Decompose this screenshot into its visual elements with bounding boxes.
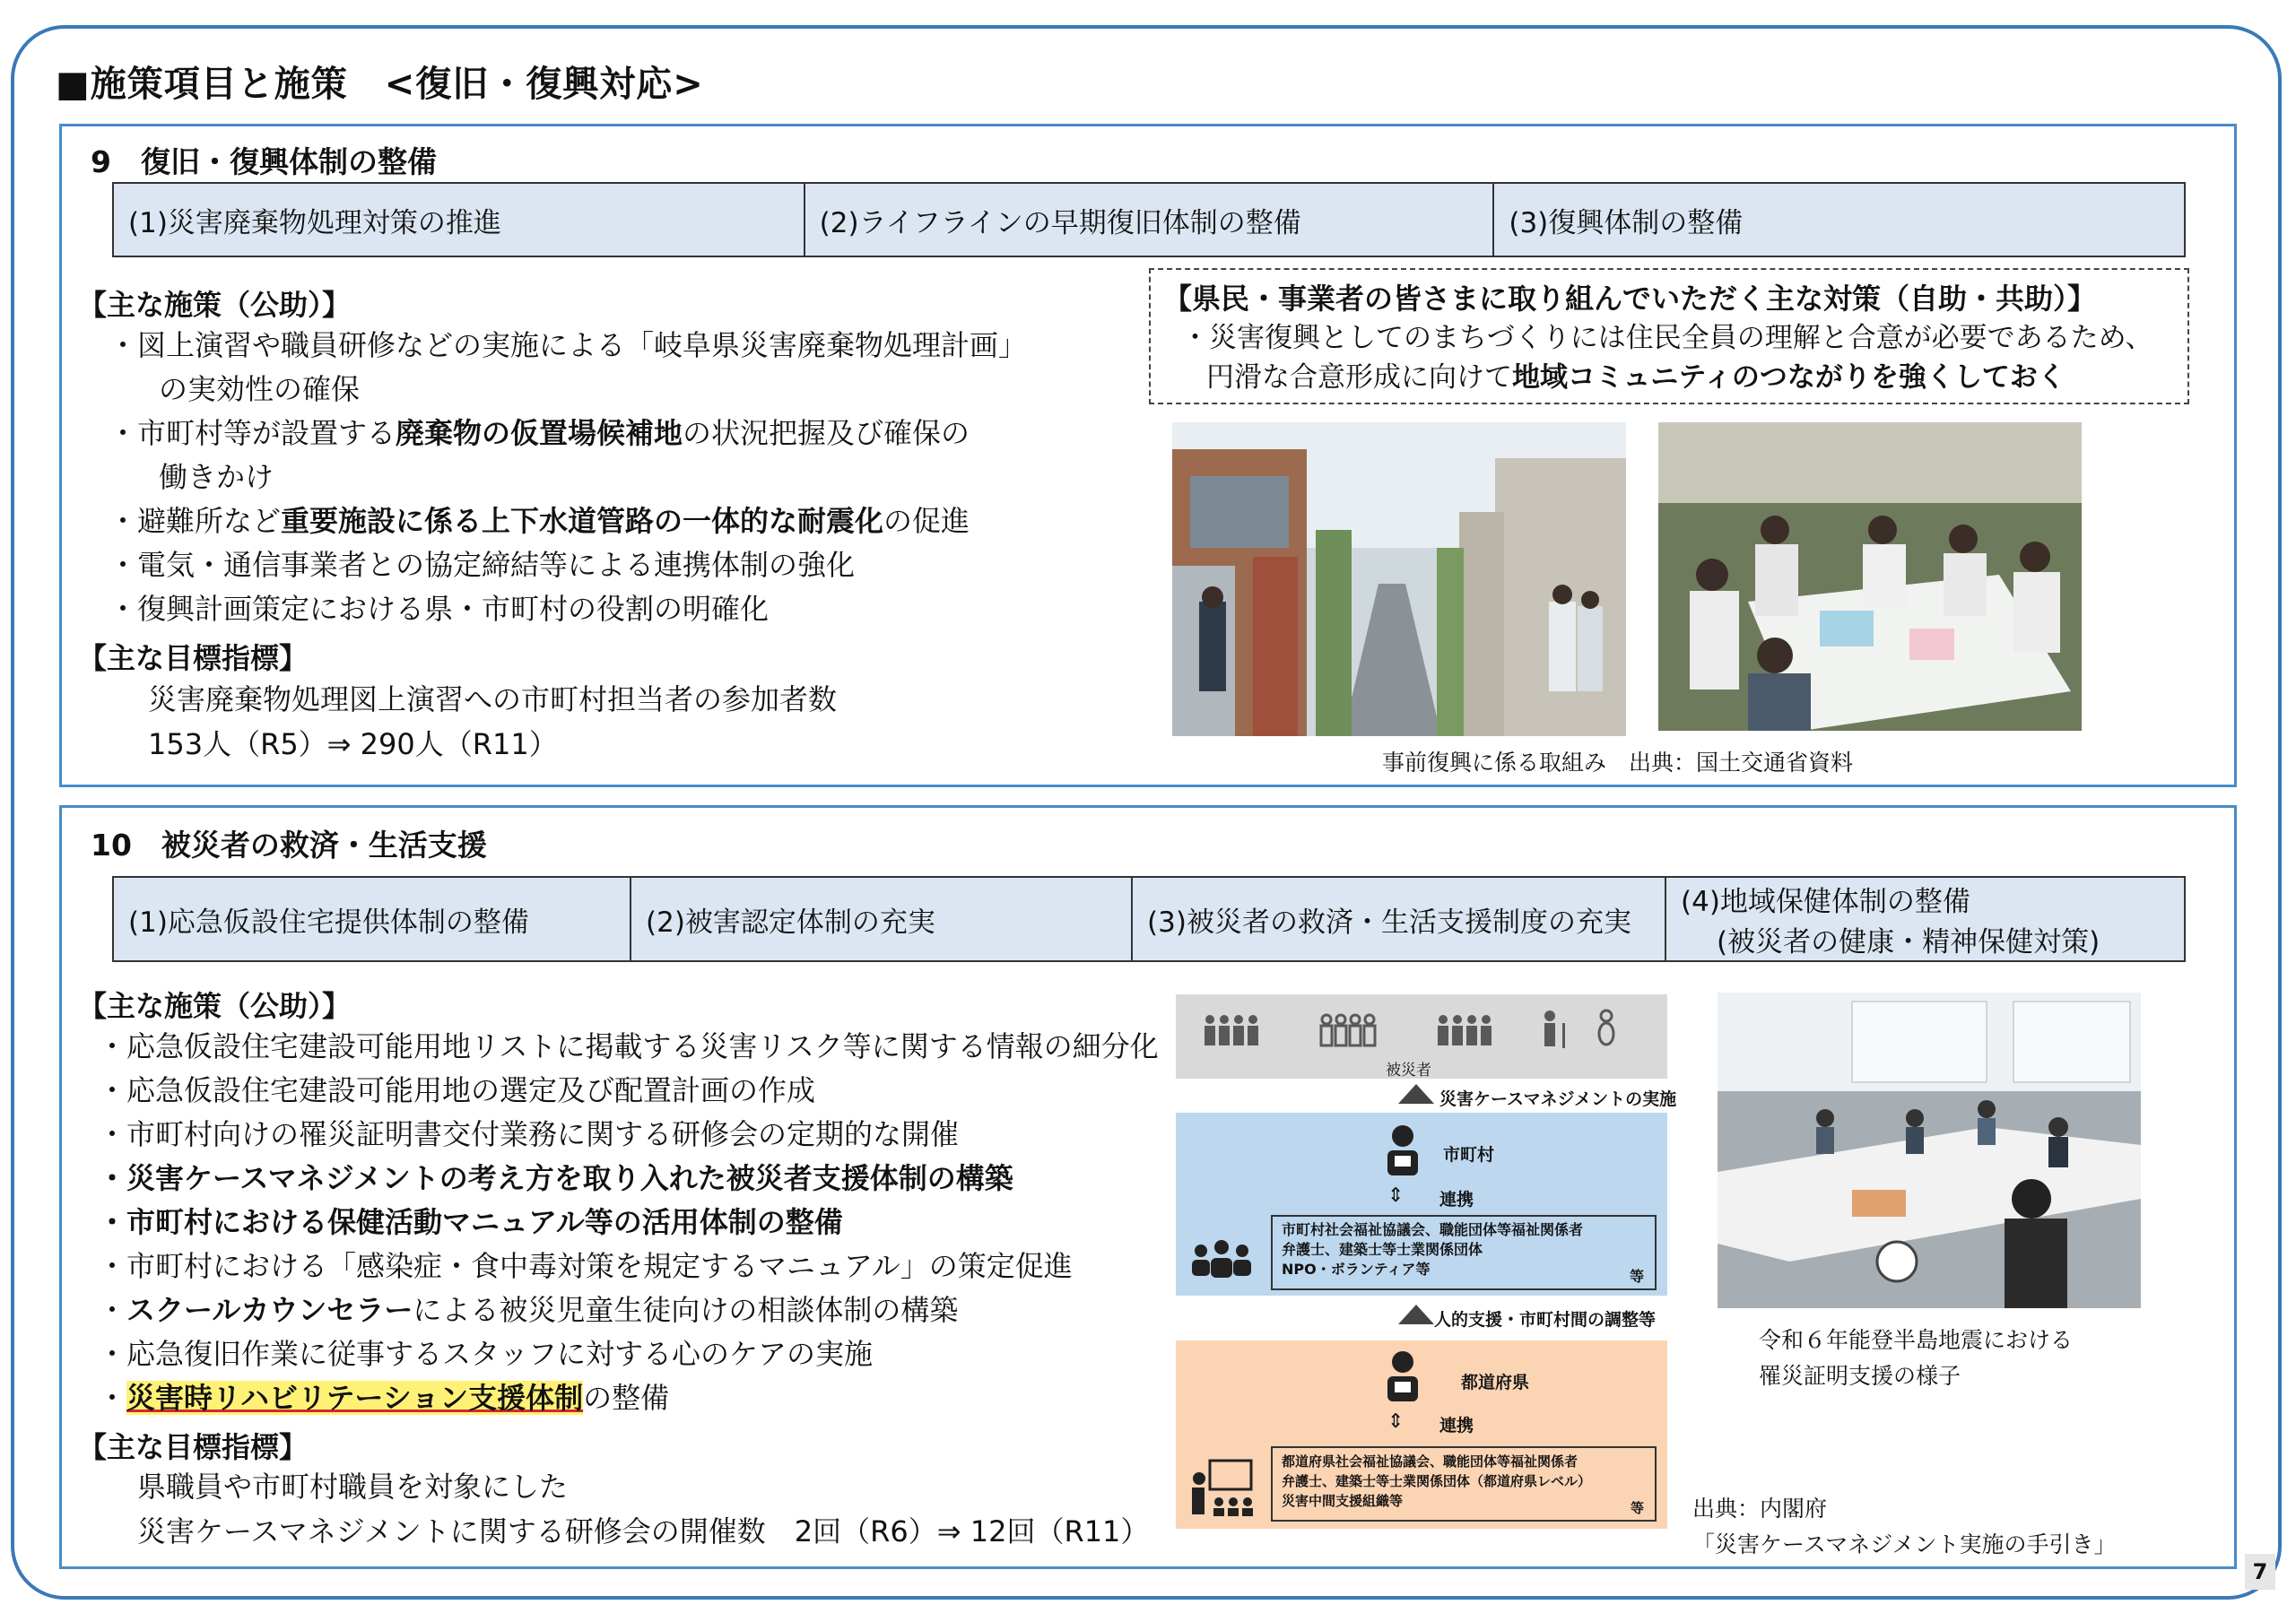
section-10 [59,805,2237,1569]
list-item: ・災害ケースマネジメントの考え方を取り入れた被災者支援体制の構築 [98,1161,1013,1195]
arrow-up-icon [1398,1305,1434,1324]
city-partners-box: 市町村社会福祉協議会、職能団体等福祉関係者 弁護士、建築士等士業関係団体 NPO・ボランティア等 等 [1271,1215,1657,1290]
page-title: ■施策項目と施策 <復旧・復興対応> [56,64,704,105]
workshop-photo [1658,422,2082,731]
link-icon: ⇕ [1387,1410,1405,1433]
target-lines-9: 災害廃棄物処理図上演習への市町村担当者の参加者数 153人（R5）⇒ 290人（R11） [148,682,838,761]
tab-10-1: (1)応急仮設住宅提供体制の整備 [114,878,631,960]
list-item: ・応急仮設住宅建設可能用地リストに掲載する災害リスク等に関する情報の細分化 [98,1029,1159,1063]
target-heading-10: 【主な目標指標】 [78,1430,309,1464]
list-item: ・災害時リハビリテーション支援体制の整備 [98,1381,670,1415]
list-item: ・市町村における保健活動マニュアル等の活用体制の整備 [98,1205,843,1239]
section-10-title: 10 被災者の救済・生活支援 [91,828,487,863]
arrow-up-icon [1398,1084,1434,1104]
city-link-label: 連携 [1439,1190,1474,1210]
section-9-title: 9 復旧・復興体制の整備 [91,144,437,179]
staff-icon [1382,1349,1423,1403]
list-item: ・復興計画策定における県・市町村の役割の明確化 [109,592,770,626]
tab-10-2: (2)被害認定体制の充実 [631,878,1133,960]
section-10-tabs [112,876,2186,962]
diagram-source: 出典：内閣府 「災害ケースマネジメント実施の手引き」 [1692,1496,2117,1557]
list-item: ・スクールカウンセラーによる被災児童生徒向けの相談体制の構築 [98,1293,959,1327]
arrow-label-2: 人的支援・市町村間の調整等 [1434,1310,1657,1330]
tab-10-3: (3)被災者の救済・生活支援制度の充実 [1133,878,1666,960]
measures-heading-9: 【主な施策（公助）】 [78,288,352,322]
tab-9-1: (1)災害廃棄物処理対策の推進 [114,184,805,256]
measures-list-9 [109,324,1027,631]
pref-partners-box: 都道府県社会福祉協議会、職能団体等福祉関係者 弁護士、建築士等士業関係団体（都道府県レベル） 災害中間支援組織等 等 [1271,1446,1657,1522]
tab-9-2: (2)ライフラインの早期復旧体制の整備 [805,184,1495,256]
street-photo [1172,422,1626,736]
pref-label: 都道府県 [1461,1373,1530,1392]
measures-list-10 [98,1025,1159,1420]
city-label: 市町村 [1443,1145,1495,1165]
measures-heading-10: 【主な施策（公助）】 [78,989,352,1023]
pref-link-label: 連携 [1439,1416,1474,1436]
page-number: 7 [2245,1554,2275,1590]
tab-10-4: (4)地域保健体制の整備 (被災者の健康・精神保健対策) [1666,878,2184,960]
staff-icon [1382,1123,1423,1177]
link-icon: ⇕ [1387,1184,1405,1207]
presentation-icon [1188,1459,1255,1518]
photo-caption-10: 令和６年能登半島地震における 罹災証明支援の様子 [1759,1327,2074,1389]
list-item: ・市町村等が設置する廃棄物の仮置場候補地の状況把握及び確保の 働きかけ [109,416,970,494]
group-icon [1188,1240,1255,1279]
list-item: ・応急復旧作業に従事するスタッフに対する心のケアの実施 [98,1337,874,1371]
list-item: ・図上演習や職員研修などの実施による「岐阜県災害廃棄物処理計画」 の実効性の確保 [109,328,1028,406]
support-photo [1718,993,2141,1308]
section-9 [59,124,2237,787]
list-item: ・市町村向けの罹災証明書交付業務に関する研修会の定期的な開催 [98,1117,960,1151]
list-item: ・市町村における「感染症・食中毒対策を規定するマニュアル」の策定促進 [98,1249,1073,1283]
arrow-label-1: 災害ケースマネジメントの実施 [1439,1089,1677,1109]
victims-label: 被災者 [1386,1062,1431,1080]
list-item: ・避難所など重要施設に係る上下水道管路の一体的な耐震化の促進 [109,504,970,538]
target-lines-10: 県職員や市町村職員を対象にした 災害ケースマネジメントに関する研修会の開催数 2回（R6）⇒ 12回（R11） [137,1470,1150,1548]
self-help-box: 【県民・事業者の皆さまに取り組んでいただく主な対策（自助・共助）】 ・災害復興としてのまちづくりには住民全員の理解と合意が必要であるため、 円滑な合意形成に向けて地域コミュニティのつながりを強くしておく [1149,268,2189,404]
photo-caption-9: 事前復興に係る取組み 出典：国土交通省資料 [1382,750,1854,776]
section-9-tabs [112,182,2186,257]
list-item: ・応急仮設住宅建設可能用地の選定及び配置計画の作成 [98,1073,816,1107]
tab-9-3: (3)復興体制の整備 [1494,184,2184,256]
target-heading-9: 【主な目標指標】 [78,641,309,675]
list-item: ・電気・通信事業者との協定締結等による連携体制の強化 [109,548,856,582]
